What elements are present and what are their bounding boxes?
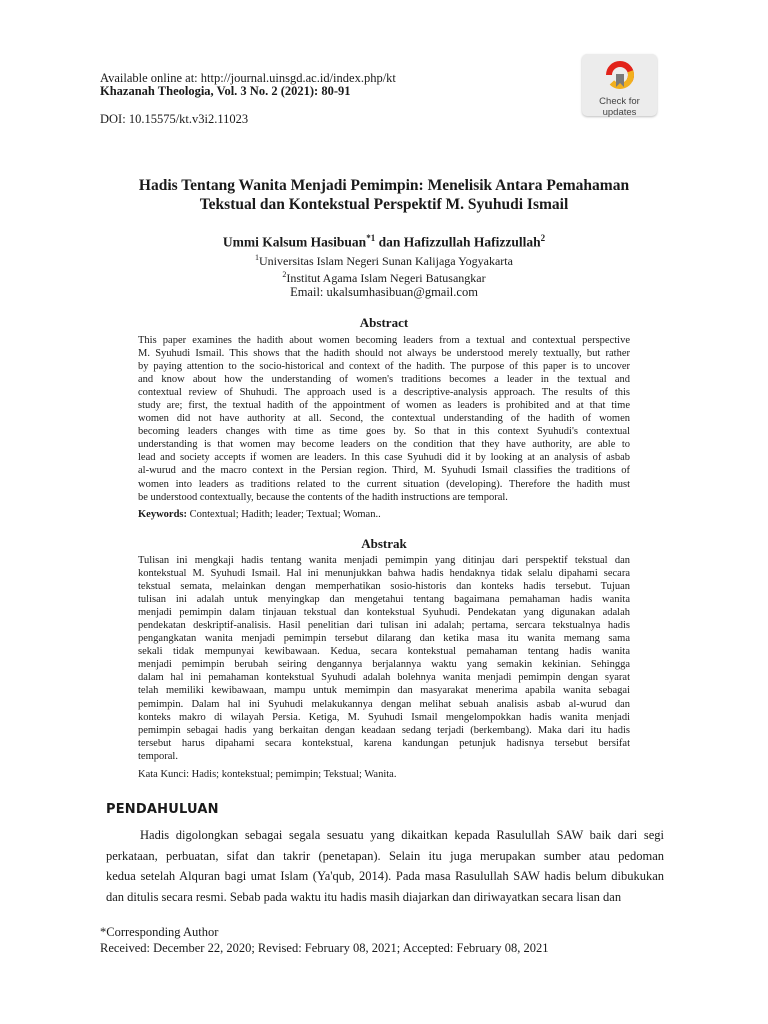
authors	[100, 229, 668, 252]
journal-url: Available online at: http://journal.uinsgd.ac.id/index.php/kt	[100, 71, 396, 85]
paper-title	[100, 176, 668, 214]
abstract-line: women did not have authority at all. Second, the contextual understanding of the hadith of women	[138, 413, 630, 425]
affiliation-1-text: Universitas Islam Negeri Sunan Kalijaga Yogyakarta	[259, 254, 513, 268]
abstract-line: understanding is that women may become leaders on the condition that they have authority, are able to	[138, 439, 630, 451]
author-email[interactable]: Email: ukalsumhasibuan@gmail.com	[290, 285, 478, 299]
keywords-label: Keywords:	[138, 509, 187, 520]
abstrak-line: konteks makro di wilayah Persia. Ketiga, M. Syuhudi Ismail mengelompokkan hadis wanita menjadi	[138, 711, 630, 723]
received-dates: Received: December 22, 2020; Revised: February 08, 2021; Accepted: February 08, 2021	[100, 941, 549, 955]
journal-citation: Khazanah Theologia, Vol. 3 No. 2 (2021): 80-91	[100, 84, 351, 98]
corresponding-author-note: *Corresponding Author	[100, 925, 219, 939]
pendahuluan-line: kedua setelah Alquran bagi umat Islam (Ya'qub, 2014). Pada masa Rasulullah SAW hadis belum dibukukan	[106, 869, 664, 883]
author-2-mark: 2	[540, 233, 546, 243]
keywords-list: Contextual; Hadith; leader; Textual; Woman..	[187, 509, 381, 520]
abstract-line: lead and society accepts if women are leaders. In this case Syuhudi did it by looking at an analysis of asbab	[138, 452, 630, 464]
abstrak-body	[138, 554, 630, 763]
abstrak-line: kontekstual M. Syuhudi Ismail. Hal ini menunjukkan bahwa hadis hendaknya tidak selalu dipahami secara	[138, 568, 630, 580]
check-for-updates-badge[interactable]	[582, 54, 657, 116]
abstract-body	[138, 334, 630, 504]
kata-kunci-list: Hadis; kontekstual; pemimpin; Tekstual; Wanita.	[189, 769, 397, 780]
affiliation-2-text: Institut Agama Islam Negeri Batusangkar	[286, 271, 486, 285]
abstract-line: M. Syuhudi Ismail. This shows that the hadith should not always be understood merely textually, but rather	[138, 348, 630, 360]
abstract-line: by paying attention to the socio-historical and context of the hadith. The purpose of this paper is to uncover	[138, 361, 630, 373]
abstrak-line: menjadi pemimpin berubah seiring dengannya berjalannya waktu yang semakin kekinian. Sehingga	[138, 659, 630, 671]
badge-label-line1: Check for	[599, 96, 640, 107]
abstrak-line: menjadi pemimpin dalam tinjauan tekstual dan kontekstual Syuhudi. Pendekatan yang digunakan adalah	[138, 607, 630, 619]
abstrak-line: temporal.	[138, 750, 178, 762]
pendahuluan-body	[106, 825, 664, 907]
abstrak-line: tulisan ini adalah untuk menyingkap dan mengetahui tentang bagaimana pemahaman hadis wanita	[138, 594, 630, 606]
abstract-line: be understood contextually, because the contents of the hadith instructions are temporal.	[138, 491, 508, 503]
abstrak-line: pendekatan deskriptif-analisis. Hasil penelitian dari tulisan ini adalah; pertama, sercara tekstualnya hadis	[138, 620, 630, 632]
abstract-line: becoming leaders changes with time as time goes by. So that in this context Syuhudi's contextual	[138, 426, 630, 438]
author-connector: dan	[375, 234, 404, 250]
abstrak-line: tekstual semata, melainkan dengan memperhatikan sosio-historis dan konteks hadis tersebut. Tujuan	[138, 581, 630, 593]
abstrak-line: pengangkatan wanita menjadi pemimpin tersebut dilarang dan ketika masa itu wanita memang sama	[138, 633, 630, 645]
abstrak-line: pemimpin. Dalam hal ini Syuhudi melakukannya dengan melihat sebuah analisis asbab al-wurud dan	[138, 698, 630, 710]
check-for-updates-icon	[604, 59, 636, 91]
abstrak-line: telah memiliki kewibawaan, mampu untuk memimpin dan masyarakat menerima apabila wanita sebagai	[138, 685, 630, 697]
abstrak-line: tersebut harus dipahami secara kontekstual, karena kandungan petunjuk hadisnya tersebut bersifat	[138, 737, 630, 749]
pendahuluan-heading: PENDAHULUAN	[106, 802, 219, 817]
abstract-line: study are; first, the textual hadith of the appointment of women as leaders is prohibited and at that time	[138, 400, 630, 412]
author-1-mark: *1	[366, 233, 376, 243]
keywords	[138, 508, 630, 522]
abstract-line: women into leaders as traditions related to the current situation (developing). Therefore the hadith must	[138, 478, 630, 490]
author-1: Ummi Kalsum Hasibuan	[222, 234, 367, 250]
title-line-1: Hadis Tentang Wanita Menjadi Pemimpin: Menelisik Antara Pemahaman	[138, 177, 630, 194]
abstrak-line: sekali tidak mempunyai kewibawaan. Kedua, secara kontekstual pemahaman tentang hadis wanita	[138, 646, 630, 658]
abstract-line: al-wurud and the macro context in the Persian region. Third, M. Syuhudi Ismail classifies the traditions of	[138, 465, 630, 477]
kata-kunci-label: Kata Kunci:	[138, 769, 190, 780]
badge-label-line2: updates	[602, 107, 637, 118]
affiliation-1-mark: 1	[255, 253, 260, 262]
kata-kunci	[138, 768, 630, 782]
abstract-line: contextual review of Shuhudi. The approach used is a descriptive-analysis approach. The results of this	[138, 387, 630, 399]
pendahuluan-line: Hadis digolongkan sebagai segala sesuatu yang dikaitkan kepada Rasulullah SAW baik dari segi	[140, 828, 664, 842]
affiliation-2-mark: 2	[282, 270, 287, 279]
pendahuluan-line: dan ditulis secara resmi. Sebab pada waktu itu hadis masih diajarkan dan diriwayatkan secara lisan dan	[106, 889, 622, 904]
abstrak-line: dalam hal ini pemahaman kontekstual Syuhudi adalah bolehnya wanita menjadi pemimpin dengan syarat	[138, 672, 630, 684]
title-line-2: Tekstual dan Kontekstual Perspektif M. Syuhudi Ismail	[199, 196, 569, 213]
pendahuluan-line: perkataan, perbuatan, sifat dan takrir (penetapan). Selain itu juga merupakan sumber atau pedoman	[106, 848, 664, 863]
abstrak-line: Tulisan ini mengkaji hadis tentang wanita menjadi pemimpin yang ditinjau dari perspektif tekstual dan	[138, 555, 630, 566]
doi[interactable]: DOI: 10.15575/kt.v3i2.11023	[100, 112, 249, 126]
abstract-heading: Abstract	[359, 315, 409, 330]
abstract-line: This paper examines the hadith about women becoming leaders from a textual and contextual perspective	[138, 335, 630, 346]
abstrak-heading: Abstrak	[361, 536, 407, 551]
abstract-line: and know about how the understanding of women's traditions becomes a leader in the textual and	[138, 374, 630, 386]
abstrak-line: pemimpin sebagai hadis yang berkaitan dengan keadaan sedang terjadi (berkembang). Maka dari itu hadis	[138, 724, 630, 736]
author-2: Hafizzullah Hafizzullah	[403, 234, 541, 250]
